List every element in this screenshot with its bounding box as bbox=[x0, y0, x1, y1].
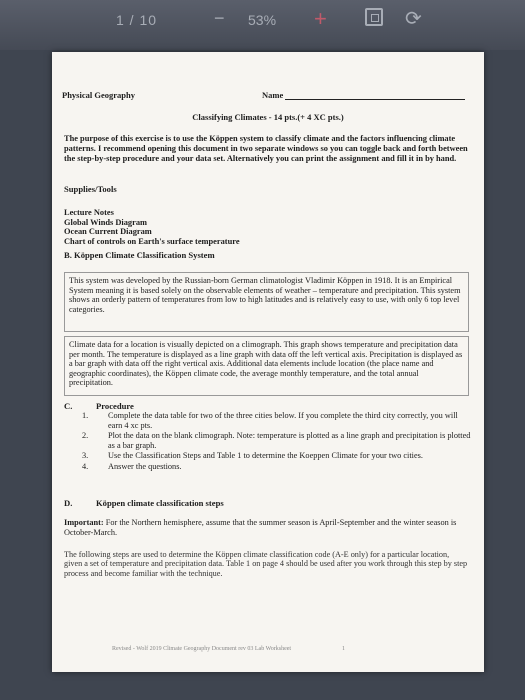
viewer-toolbar bbox=[0, 0, 525, 50]
section-d-label: D. bbox=[64, 498, 73, 508]
step-number: 2. bbox=[82, 431, 89, 441]
zoom-level: 53% bbox=[248, 12, 277, 28]
rotate-icon[interactable]: ⟳ bbox=[405, 6, 422, 30]
steps-intro-paragraph: The following steps are used to determine the Köppen climate classification code (A-E only) for a particular location, given a set of temperature and precipitation data. Table 1 on page 4 should be used after you work through this step by step process and become familiar with the technique. bbox=[64, 550, 468, 578]
page-number: 1 bbox=[342, 646, 345, 652]
page-footer: Revised - Wolf 2019 Climate Geography Document rev 03 Lab Worksheet bbox=[112, 646, 292, 652]
important-note bbox=[64, 518, 469, 537]
name-label: Name bbox=[262, 90, 284, 100]
step-text: Use the Classification Steps and Table 1 to determine the Koeppen Climate for your two cities. bbox=[108, 451, 423, 461]
supplies-heading: Supplies/Tools bbox=[64, 184, 117, 194]
important-label: Important: bbox=[64, 518, 104, 527]
procedure-steps bbox=[82, 411, 472, 473]
step-text: Complete the data table for two of the three cities below. If you complete the third city correctly, you will earn 4 xc pts. bbox=[108, 411, 458, 430]
step-text: Plot the data on the blank climograph. Note: temperature is plotted as a line graph and precipitation is plotted as a bar graph. bbox=[108, 431, 471, 450]
page-title: Classifying Climates - 14 pts.(+ 4 XC pts.) bbox=[192, 112, 344, 122]
step-number: 3. bbox=[82, 451, 89, 461]
supplies-item: Lecture Notes bbox=[64, 208, 114, 217]
purpose-paragraph: The purpose of this exercise is to use the Köppen system to classify climate and the factors influencing climate patterns. I recommend opening this document in two separate windows so you can toggle back and forth between the step-by-step procedure and your data set. Alternatively you can print the assignment and fill it in by hand. bbox=[64, 134, 468, 163]
zoom-out-button[interactable]: − bbox=[214, 8, 225, 28]
supplies-list bbox=[64, 208, 240, 246]
list-item bbox=[82, 462, 472, 472]
important-text: For the Northern hemisphere, assume that the summer season is April-September and the winter season is October-March. bbox=[64, 518, 457, 537]
section-c-label: C. bbox=[64, 401, 73, 411]
section-b-heading: B. Köppen Climate Classification System bbox=[64, 250, 215, 260]
koppen-intro-box: This system was developed by the Russian-born German climatologist Vladimir Köppen in 1918. It is an Empirical System meaning it is based solely on the observable elements of weather – temperature and precipitation. This system shows an orderly pattern of temperatures from low to high latitudes and is relatively easy to use, with only 6 top level categories. bbox=[64, 272, 469, 332]
zoom-in-button[interactable]: + bbox=[314, 6, 327, 31]
step-text: Answer the questions. bbox=[108, 461, 182, 471]
list-item bbox=[82, 431, 472, 450]
step-number: 4. bbox=[82, 461, 89, 471]
procedure-heading: Procedure bbox=[96, 401, 134, 411]
document-page bbox=[52, 52, 484, 672]
list-item bbox=[82, 451, 472, 461]
fit-page-icon[interactable] bbox=[365, 8, 383, 26]
section-d-heading: Köppen climate classification steps bbox=[96, 498, 224, 508]
supplies-item: Ocean Current Diagram bbox=[64, 227, 152, 237]
step-number: 1. bbox=[82, 411, 89, 420]
supplies-item: Global Winds Diagram bbox=[64, 217, 147, 227]
supplies-item: Chart of controls on Earth's surface temperature bbox=[64, 236, 240, 246]
list-item bbox=[82, 411, 472, 430]
course-title: Physical Geography bbox=[62, 90, 135, 100]
page-counter: 1 / 10 bbox=[116, 12, 158, 28]
climograph-info-box: Climate data for a location is visually depicted on a climograph. This graph shows temperature and precipitation data per month. The temperature is displayed as a line graph with data off the left vertical axis. Precipitation is displayed as a bar graph with data off the right vertical axis. Additional data elements include location (the place name and geographic coordinates), the Köppen climate code, the average monthly temperature, and the total annual precipitation. bbox=[64, 336, 469, 396]
name-field-line[interactable] bbox=[285, 99, 465, 100]
